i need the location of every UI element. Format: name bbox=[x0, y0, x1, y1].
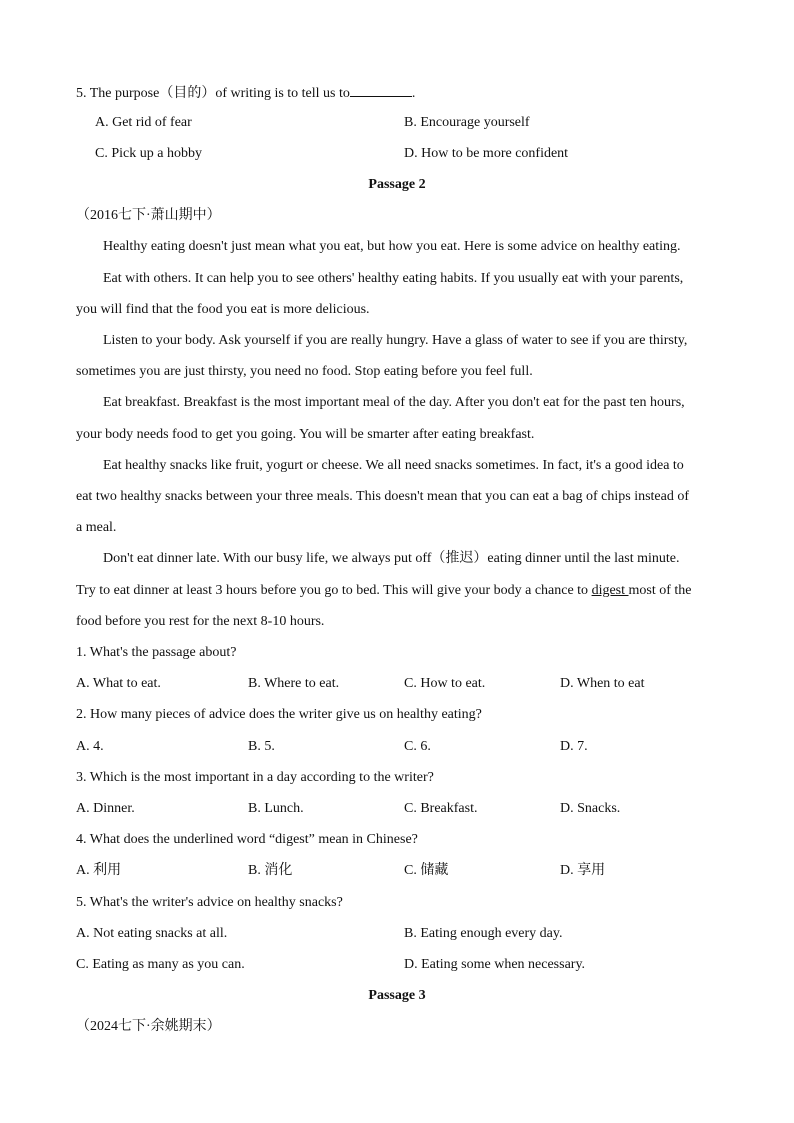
option: B. Encourage yourself bbox=[404, 115, 530, 130]
underlined-word: digest bbox=[591, 583, 629, 598]
question-stem: 1. What's the passage about? bbox=[76, 645, 237, 660]
option: B. Eating enough every day. bbox=[404, 926, 563, 941]
option: A. Dinner. bbox=[76, 801, 135, 816]
option: B. 5. bbox=[248, 739, 275, 754]
option: C. 储藏 bbox=[404, 863, 449, 878]
paragraph-line: sometimes you are just thirsty, you need no food. Stop eating before you feel full. bbox=[76, 364, 533, 379]
option: B. Where to eat. bbox=[248, 676, 340, 691]
option: A. 4. bbox=[76, 739, 104, 754]
paragraph-line: Eat breakfast. Breakfast is the most important meal of the day. After you don't eat for the past ten hours, bbox=[103, 395, 685, 410]
option: C. Breakfast. bbox=[404, 801, 478, 816]
paragraph-line: Try to eat dinner at least 3 hours before you go to bed. This will give your body a chance to digest most of the bbox=[76, 583, 692, 598]
option: A. What to eat. bbox=[76, 676, 161, 691]
paragraph-line: Listen to your body. Ask yourself if you are really hungry. Have a glass of water to see if you are thirsty, bbox=[103, 333, 688, 348]
option: D. Snacks. bbox=[560, 801, 621, 816]
paragraph-line: you will find that the food you eat is more delicious. bbox=[76, 302, 370, 317]
option: D. When to eat bbox=[560, 676, 645, 691]
question-stem: 3. Which is the most important in a day according to the writer? bbox=[76, 770, 434, 785]
option: D. 享用 bbox=[560, 863, 606, 878]
paragraph-line: Healthy eating doesn't just mean what you eat, but how you eat. Here is some advice on healthy eating. bbox=[103, 239, 681, 254]
option: A. Not eating snacks at all. bbox=[76, 926, 228, 941]
question-stem: 5. The purpose（目的）of writing is to tell us to . bbox=[76, 82, 415, 104]
paragraph-line: eat two healthy snacks between your three meals. This doesn't mean that you can eat a bag of chips instead of bbox=[76, 489, 690, 504]
question-stem: 5. What's the writer's advice on healthy snacks? bbox=[76, 895, 343, 910]
option: A. 利用 bbox=[76, 863, 122, 878]
paragraph-line: Don't eat dinner late. With our busy life, we always put off（推迟）eating dinner until the last minute. bbox=[103, 551, 680, 566]
option: B. Lunch. bbox=[248, 801, 304, 816]
paragraph-line: Eat healthy snacks like fruit, yogurt or cheese. We all need snacks sometimes. In fact, it's a good idea to bbox=[103, 458, 684, 473]
option: D. 7. bbox=[560, 739, 588, 754]
paragraph-line: Eat with others. It can help you to see others' healthy eating habits. If you usually eat with your parents, bbox=[103, 271, 684, 286]
option: B. 消化 bbox=[248, 863, 293, 878]
paragraph-line: food before you rest for the next 8-10 hours. bbox=[76, 614, 325, 629]
option: A. Get rid of fear bbox=[95, 115, 192, 130]
option: C. Eating as many as you can. bbox=[76, 957, 245, 972]
question-stem: 4. What does the underlined word “digest” mean in Chinese? bbox=[76, 832, 418, 847]
option: C. How to eat. bbox=[404, 676, 486, 691]
passage-title: Passage 3 bbox=[368, 988, 426, 1003]
passage-source: （2024七下·余姚期末） bbox=[76, 1019, 221, 1034]
answer-blank bbox=[350, 82, 412, 97]
paragraph-line: your body needs food to get you going. You will be smarter after eating breakfast. bbox=[76, 427, 535, 442]
option: D. Eating some when necessary. bbox=[404, 957, 586, 972]
question-stem: 2. How many pieces of advice does the writer give us on healthy eating? bbox=[76, 707, 482, 722]
paragraph-line: a meal. bbox=[76, 520, 117, 535]
option: C. Pick up a hobby bbox=[95, 146, 202, 161]
passage-title: Passage 2 bbox=[368, 177, 426, 192]
passage-source: （2016七下·萧山期中） bbox=[76, 208, 221, 223]
option: C. 6. bbox=[404, 739, 431, 754]
option: D. How to be more confident bbox=[404, 146, 569, 161]
